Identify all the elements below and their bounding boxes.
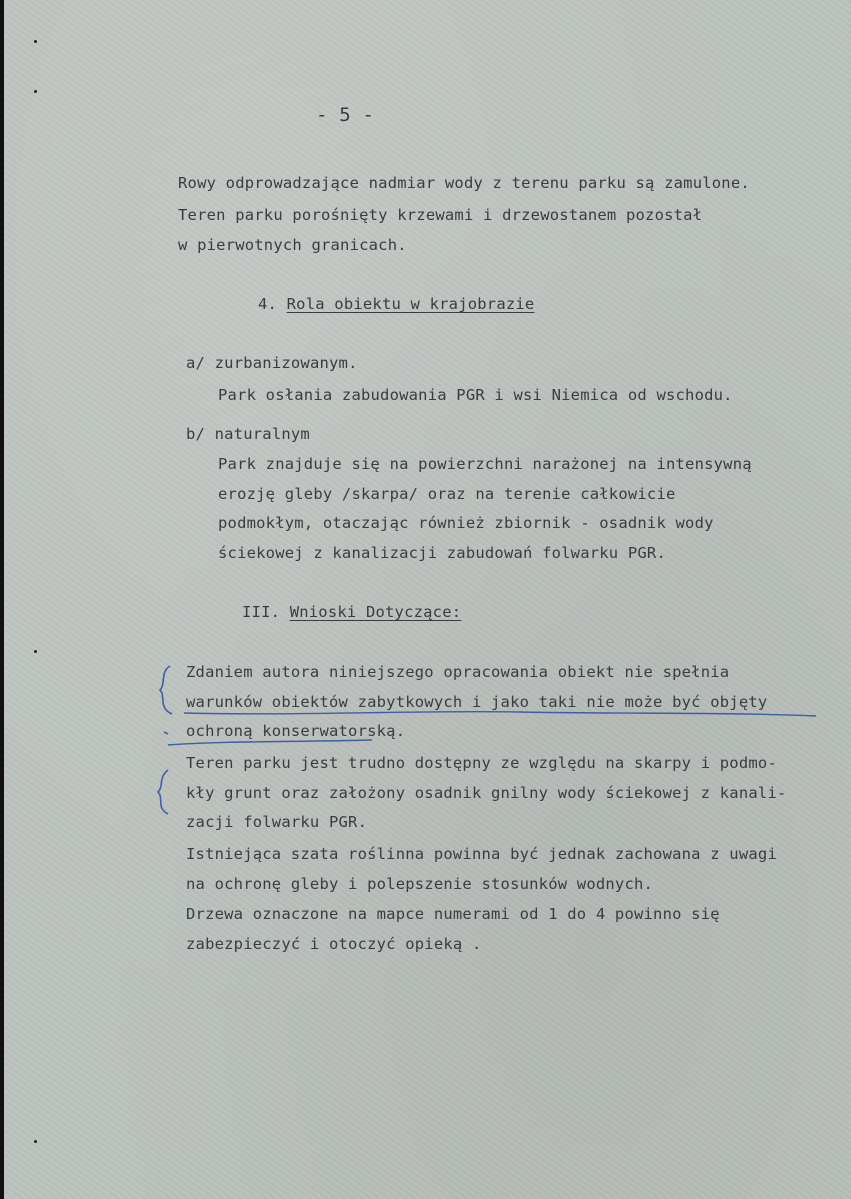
conclusion-line: ochroną konserwatorską. [186, 722, 406, 740]
pen-tick [164, 732, 168, 734]
item-label: naturalnym [214, 425, 310, 443]
conclusion-line: na ochronę gleby i polepszenie stosunków wodnych. [186, 875, 654, 893]
section-number: III. [242, 603, 281, 621]
pen-underline [184, 712, 816, 716]
item-marker: a/ [186, 354, 206, 372]
section-title: Rola obiektu w krajobrazie [286, 295, 535, 313]
pen-underline [168, 740, 372, 745]
item-label: zurbanizowanym. [214, 354, 358, 372]
section-number: 4. [258, 295, 278, 313]
page-number: - 5 - [316, 104, 375, 126]
intro-line: Rowy odprowadzające nadmiar wody z terenu parku są zamulone. [178, 174, 750, 192]
section-title: Wnioski Dotyczące: [289, 603, 462, 621]
conclusion-line: zacji folwarku PGR. [186, 813, 368, 831]
conclusion-line: Istniejąca szata roślinna powinna być jednak zachowana z uwagi [186, 845, 777, 863]
intro-line: Teren parku porośnięty krzewami i drzewostanem pozostał [178, 206, 703, 224]
item-b-line: erozję gleby /skarpa/ oraz na terenie całkowicie [218, 485, 676, 503]
conclusion-line: kły grunt oraz założony osadnik gnilny wody ściekowej z kanali- [186, 784, 787, 802]
conclusion-line: Teren parku jest trudno dostępny ze względu na skarpy i podmo- [186, 754, 777, 772]
item-marker: b/ [186, 425, 206, 443]
pen-brace-top [160, 666, 172, 714]
item-b-line: ściekowej z kanalizacji zabudowań folwarku PGR. [218, 544, 666, 562]
pen-brace-bottom [158, 770, 168, 814]
conclusion-line: Drzewa oznaczone na mapce numerami od 1 do 4 powinno się [186, 905, 720, 923]
conclusion-line: Zdaniem autora niniejszego opracowania obiekt nie spełnia [186, 663, 730, 681]
item-b-line: Park znajduje się na powierzchni narażonej na intensywną [218, 455, 752, 473]
item-a-text: Park osłania zabudowania PGR i wsi Niemica od wschodu. [218, 386, 733, 404]
item-b-line: podmokłym, otaczając również zbiornik - osadnik wody [218, 514, 714, 532]
conclusion-line: zabezpieczyć i otoczyć opieką . [186, 935, 482, 953]
conclusion-line: warunków obiektów zabytkowych i jako taki nie może być objęty [186, 693, 768, 711]
intro-line: w pierwotnych granicach. [178, 236, 407, 254]
